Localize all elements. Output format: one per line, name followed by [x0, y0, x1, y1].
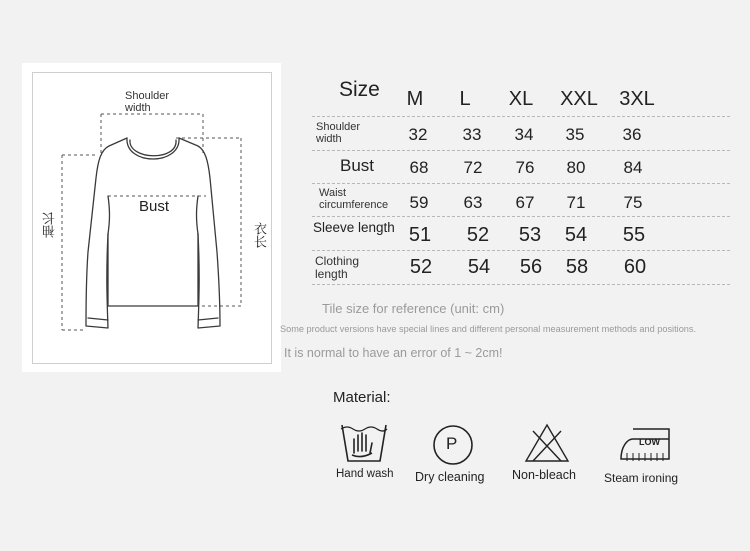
table-cell: 80: [566, 158, 586, 177]
hand-wash-label: Hand wash: [336, 468, 394, 480]
table-cell: 51: [408, 224, 432, 246]
table-cell: 68: [409, 158, 429, 177]
row-label-sleeve: Sleeve length: [313, 220, 395, 235]
sleeve-guide: [62, 155, 98, 330]
table-divider: [312, 150, 730, 151]
table-cell: 56: [519, 256, 543, 278]
table-cell: 34: [514, 125, 534, 144]
table-cell: 33: [462, 125, 482, 144]
row-label-waist: Waist circumference: [319, 187, 389, 211]
table-cell: 60: [623, 256, 647, 278]
clothing-length-label: 衣长: [252, 222, 267, 248]
table-cell: 63: [463, 193, 483, 212]
table-divider: [312, 284, 730, 285]
dry-cleaning-label: Dry cleaning: [415, 470, 485, 484]
versions-note: Some product versions have special lines and different personal measurement methods and positions.: [280, 324, 697, 334]
steam-ironing-label: Steam ironing: [604, 471, 679, 485]
table-cell: 53: [518, 224, 542, 246]
error-note: It is normal to have an error of 1 ~ 2cm!: [284, 346, 503, 360]
table-cell: 54: [467, 256, 491, 278]
row-label-shoulder: Shoulder width: [316, 121, 361, 145]
table-divider: [312, 216, 730, 217]
length-guide: [176, 138, 241, 306]
table-divider: [312, 183, 730, 184]
material-title: Material:: [333, 389, 391, 406]
size-column-header: M: [406, 88, 424, 110]
table-cell: 84: [623, 158, 643, 177]
table-cell: 67: [515, 193, 535, 212]
garment-diagram: [0, 0, 300, 380]
row-label-bust: Bust: [340, 156, 375, 175]
table-cell: 71: [566, 193, 586, 212]
size-column-header: 3XL: [619, 88, 655, 110]
shoulder-guide: [101, 114, 203, 156]
shoulder-width-label: Shoulder width: [125, 90, 170, 114]
dry-clean-icon-letter: P: [446, 434, 458, 453]
sweater-outline: [86, 138, 220, 328]
table-cell: 58: [565, 256, 589, 278]
non-bleach-label: Non-bleach: [512, 468, 576, 482]
table-cell: 32: [408, 125, 428, 144]
size-column-header: L: [459, 88, 471, 110]
non-bleach-icon: [524, 423, 570, 463]
table-cell: 76: [515, 158, 535, 177]
table-cell: 36: [622, 125, 642, 144]
table-cell: 72: [463, 158, 483, 177]
tile-size-note: Tile size for reference (unit: cm): [322, 301, 505, 316]
table-cell: 35: [565, 125, 585, 144]
bust-label: Bust: [139, 198, 170, 215]
size-column-header: XL: [508, 88, 534, 110]
table-cell: 59: [409, 193, 429, 212]
table-divider: [312, 250, 730, 251]
steam-iron-icon-text: LOW: [639, 437, 660, 447]
table-cell: 54: [564, 224, 588, 246]
table-cell: 75: [623, 193, 643, 212]
table-cell: 52: [409, 256, 433, 278]
size-header-label: Size: [339, 78, 380, 101]
table-divider: [312, 116, 730, 117]
sleeve-length-label: 袖长: [42, 212, 57, 238]
table-cell: 52: [466, 224, 490, 246]
size-column-header: XXL: [560, 88, 598, 110]
hand-wash-icon: [339, 423, 389, 465]
row-label-clothing-length: Clothing length: [315, 254, 360, 281]
table-cell: 55: [622, 224, 646, 246]
